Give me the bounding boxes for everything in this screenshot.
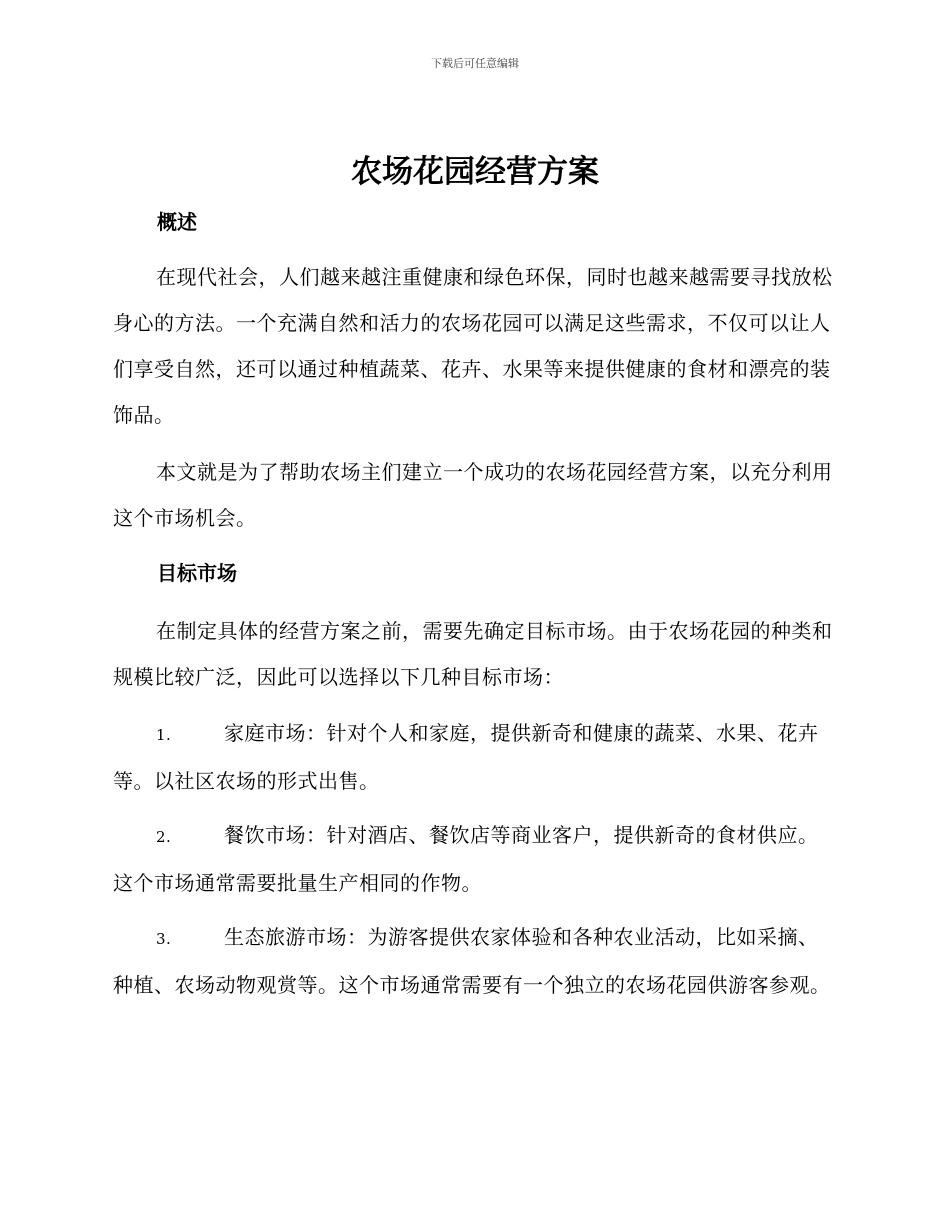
paragraph-overview-2: 本文就是为了帮助农场主们建立一个成功的农场花园经营方案，以充分利用这个市场机会。 [113, 460, 833, 530]
list-item-number: 3. [156, 930, 172, 948]
list-item-text: 家庭市场：针对个人和家庭，提供新奇和健康的蔬菜、水果、花卉等。以社区农场的形式出售。 [113, 721, 819, 793]
list-item-text: 餐饮市场：针对酒店、餐饮店等商业客户，提供新奇的食材供应。这个市场通常需要批量生产相同的作物。 [113, 823, 819, 895]
paragraph-target-market-1: 在制定具体的经营方案之前，需要先确定目标市场。由于农场花园的种类和规模比较广泛，因此可以选择以下几种目标市场： [113, 619, 833, 689]
paragraph-overview-1: 在现代社会，人们越来越注重健康和绿色环保，同时也越来越需要寻找放松身心的方法。一个充满自然和活力的农场花园可以满足这些需求，不仅可以让人们享受自然，还可以通过种植蔬菜、花卉、水果等来提供健康的食材和漂亮的装饰品。 [113, 265, 833, 427]
list-item-number: 2. [156, 828, 172, 846]
list-item [113, 914, 833, 1008]
list-item [113, 812, 833, 906]
list-item-text: 生态旅游市场：为游客提供农家体验和各种农业活动，比如采摘、种植、农场动物观赏等。这个市场通常需要有一个独立的农场花园供游客参观。 [113, 925, 831, 997]
section-heading-target-market: 目标市场 [157, 561, 237, 585]
list-item [113, 710, 833, 804]
document-title: 农场花园经营方案 [351, 154, 599, 190]
section-heading-overview: 概述 [157, 210, 197, 234]
list-item-number: 1. [156, 726, 172, 744]
header-note: 下载后可任意编辑 [431, 57, 519, 70]
